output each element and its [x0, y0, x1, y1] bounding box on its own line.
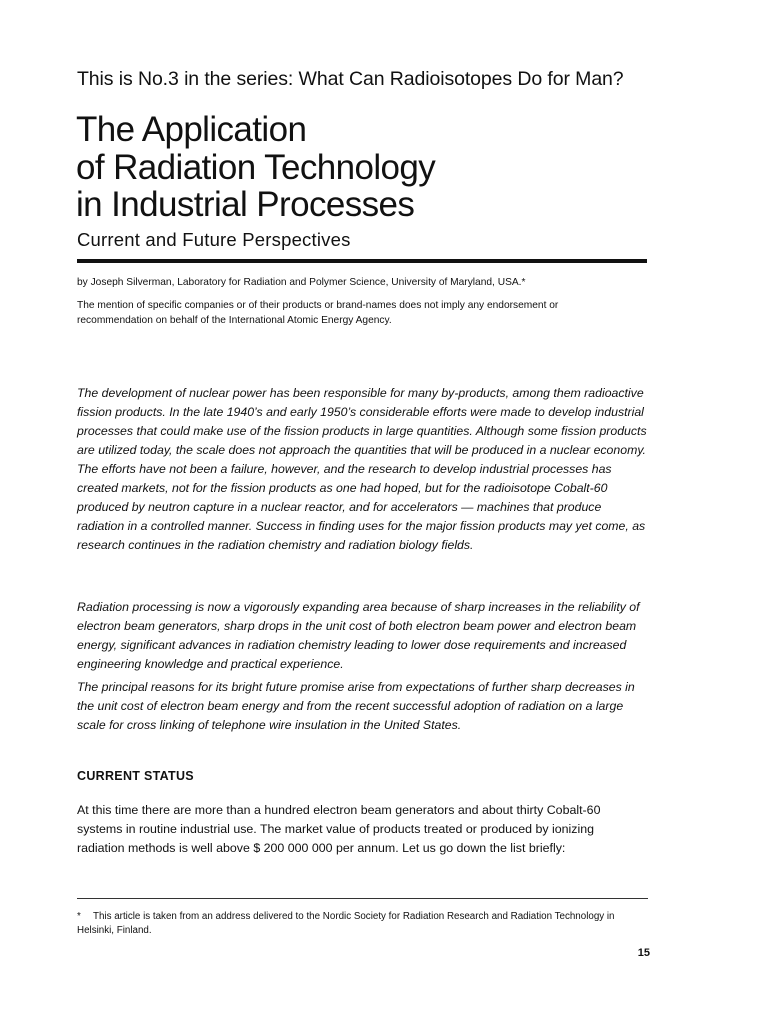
- intro-paragraph: The principal reasons for its bright future promise arise from expectations of further sharp decreases in the unit cost of electron beam energy and from the recent successful adoption of radiation on a large scale for cross linking of telephone wire insulation in the United States.: [77, 680, 635, 732]
- footnote: [77, 910, 652, 938]
- title-line: in Industrial Processes: [76, 185, 415, 224]
- author-byline: by Joseph Silverman, Laboratory for Radiation and Polymer Science, University of Maryland, USA.*: [77, 277, 526, 288]
- page-number: 15: [637, 947, 650, 959]
- intro-paragraph: The development of nuclear power has been responsible for many by-products, among them radioactive fission products. In the late 1940’s and early 1950’s considerable efforts were made to develop industrial processes that could make use of the fission products in large quantities. Although some fission products are utilized today, the scale does not approach the quantities that will be produced in a nuclear economy. The efforts have not been a failure, however, and the research to develop industrial processes has created markets, not for the fission products as one had hoped, but for the radioisotope Cobalt-60 produced by neutron capture in a nuclear reactor, and for accelerators — machines that produce radiation in a controlled manner. Success in finding uses for the major fission products may yet come, as research continues in the radiation chemistry and radiation biology fields.: [77, 386, 647, 552]
- title-divider: [77, 259, 647, 263]
- title-line: The Application: [76, 110, 307, 149]
- article-subtitle: Current and Future Perspectives: [77, 229, 351, 250]
- footnote-divider: [77, 898, 648, 899]
- disclaimer-note: The mention of specific companies or of their products or brand-names does not imply any endorsement or recommendation on behalf of the International Atomic Energy Agency.: [77, 300, 559, 326]
- article-title: [76, 111, 716, 224]
- footnote-text: This article is taken from an address delivered to the Nordic Society for Radiation Research and Radiation Technology in Helsinki, Finland.: [77, 911, 615, 936]
- series-note: This is No.3 in the series: What Can Radioisotopes Do for Man?: [77, 68, 624, 90]
- footnote-marker: *: [77, 911, 81, 922]
- section-paragraph: At this time there are more than a hundred electron beam generators and about thirty Cobalt-60 systems in routine industrial use. The market value of products treated or produced by ionizing radiation methods is well above $ 200 000 000 per annum. Let us go down the list briefly:: [77, 803, 601, 855]
- section-heading: CURRENT STATUS: [77, 769, 194, 783]
- intro-paragraph: Radiation processing is now a vigorously expanding area because of sharp increases in the reliability of electron beam generators, sharp drops in the unit cost of both electron beam power and electron beam energy, significant advances in radiation chemistry leading to lower dose requirements and increased engineering knowledge and practical experience.: [77, 600, 640, 671]
- title-line: of Radiation Technology: [76, 147, 436, 187]
